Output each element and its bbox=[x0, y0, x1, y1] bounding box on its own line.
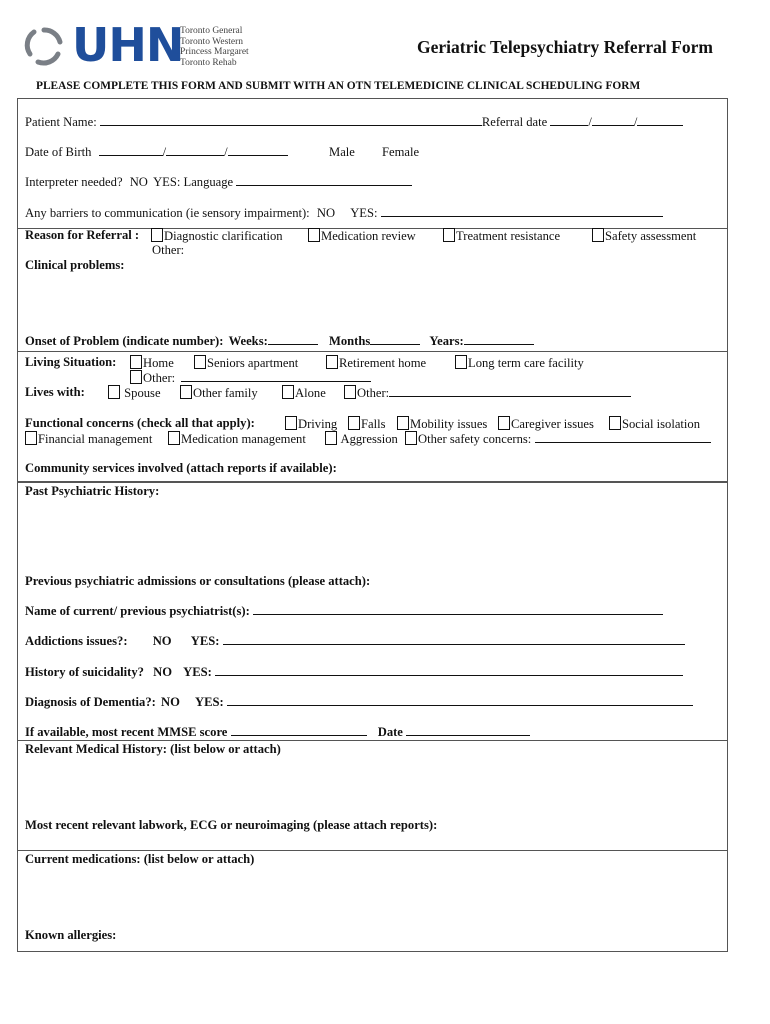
date-slash: / bbox=[588, 115, 592, 129]
option-label: Treatment resistance bbox=[456, 229, 561, 243]
reason-for-referral-label: Reason for Referral : bbox=[25, 228, 140, 242]
option-label: Driving bbox=[298, 417, 338, 431]
living-option-seniors-apartment[interactable] bbox=[194, 355, 298, 371]
dementia-yes-option[interactable]: YES: bbox=[195, 695, 224, 709]
option-label: Retirement home bbox=[339, 356, 427, 370]
living-other-field[interactable] bbox=[181, 371, 371, 382]
date-slash: / bbox=[162, 145, 167, 159]
checkbox[interactable] bbox=[194, 355, 206, 369]
checkbox[interactable] bbox=[348, 416, 360, 430]
checkbox[interactable] bbox=[308, 228, 320, 242]
option-label: Medication review bbox=[321, 229, 416, 243]
checkbox[interactable] bbox=[282, 385, 294, 399]
labwork-label: Most recent relevant labwork, ECG or neuroimaging (please attach reports): bbox=[25, 818, 438, 832]
lives-with-other-family[interactable] bbox=[180, 385, 258, 401]
psychiatrist-row bbox=[25, 604, 663, 619]
hospital-name: Princess Margaret bbox=[180, 47, 249, 57]
functional-aggression[interactable] bbox=[325, 431, 398, 447]
hospital-name: Toronto Western bbox=[180, 36, 244, 47]
barriers-row bbox=[25, 206, 663, 221]
addictions-yes-option[interactable]: YES: bbox=[190, 634, 220, 648]
referral-date-day-field[interactable] bbox=[550, 115, 588, 126]
dob-year-field[interactable] bbox=[228, 145, 288, 156]
sex-female-option[interactable]: Female bbox=[382, 145, 420, 159]
barriers-no-option[interactable]: NO bbox=[316, 206, 336, 220]
barriers-field[interactable] bbox=[381, 206, 663, 217]
option-label: Spouse bbox=[124, 386, 161, 400]
mmse-date-field[interactable] bbox=[406, 725, 530, 736]
referral-other-label[interactable]: Other: bbox=[152, 243, 185, 257]
uhn-logo-text: UHN bbox=[72, 18, 184, 72]
mmse-field[interactable] bbox=[231, 725, 367, 736]
mmse-date-label: Date bbox=[377, 725, 403, 739]
past-psychiatric-history-label: Past Psychiatric History: bbox=[25, 484, 160, 498]
lives-with-other-field[interactable] bbox=[389, 386, 631, 397]
suicidality-label: History of suicidality? bbox=[25, 665, 144, 679]
dementia-field[interactable] bbox=[227, 695, 693, 706]
functional-medication-management[interactable] bbox=[168, 431, 306, 447]
option-label: Caregiver issues bbox=[511, 417, 594, 431]
hospital-name: Toronto Rehab bbox=[180, 57, 237, 68]
barriers-label: Any barriers to communication (ie sensory impairment): bbox=[25, 206, 310, 220]
addictions-no-option[interactable]: NO bbox=[152, 634, 172, 648]
patient-name-label: Patient Name: bbox=[25, 115, 97, 129]
medical-history-label: Relevant Medical History: (list below or attach) bbox=[25, 742, 281, 756]
months-field[interactable] bbox=[370, 334, 420, 345]
referral-option-safety-assessment[interactable] bbox=[592, 228, 696, 244]
functional-other-safety[interactable] bbox=[405, 431, 711, 447]
divider bbox=[17, 351, 727, 352]
checkbox[interactable] bbox=[592, 228, 604, 242]
mmse-label: If available, most recent MMSE score bbox=[25, 725, 228, 739]
interpreter-label: Interpreter needed? bbox=[25, 175, 123, 189]
living-option-other[interactable] bbox=[130, 370, 371, 386]
clinical-problems-label: Clinical problems: bbox=[25, 258, 125, 272]
psychiatrist-field[interactable] bbox=[253, 604, 663, 615]
option-label: Other family bbox=[193, 386, 258, 400]
option-label: Alone bbox=[295, 386, 326, 400]
checkbox[interactable] bbox=[405, 431, 417, 445]
checkbox[interactable] bbox=[130, 355, 142, 369]
option-label: Diagnostic clarification bbox=[164, 229, 283, 243]
option-label: Medication management bbox=[181, 432, 306, 446]
onset-row bbox=[25, 334, 534, 349]
referral-option-diagnostic[interactable] bbox=[151, 228, 283, 244]
checkbox[interactable] bbox=[344, 385, 356, 399]
option-label: Social isolation bbox=[622, 417, 701, 431]
addictions-field[interactable] bbox=[223, 634, 685, 645]
lives-with-other[interactable] bbox=[344, 385, 631, 401]
lives-with-alone[interactable] bbox=[282, 385, 326, 401]
functional-falls[interactable] bbox=[348, 416, 386, 432]
dementia-row bbox=[25, 695, 693, 710]
suicidality-no-option[interactable]: NO bbox=[153, 665, 172, 679]
dob-label: Date of Birth bbox=[25, 145, 92, 159]
functional-caregiver[interactable] bbox=[498, 416, 594, 432]
option-label: Mobility issues bbox=[410, 417, 488, 431]
option-label: Seniors apartment bbox=[207, 356, 299, 370]
sex-male-option[interactable]: Male bbox=[329, 145, 355, 159]
checkbox[interactable] bbox=[455, 355, 467, 369]
date-slash: / bbox=[224, 145, 228, 159]
divider bbox=[17, 740, 727, 741]
option-label: Other safety concerns: bbox=[418, 432, 532, 446]
checkbox[interactable] bbox=[25, 431, 37, 445]
functional-mobility[interactable] bbox=[397, 416, 487, 432]
dob-day-field[interactable] bbox=[99, 145, 163, 156]
option-label: Financial management bbox=[38, 432, 153, 446]
checkbox[interactable] bbox=[325, 431, 337, 445]
psychiatrist-label: Name of current/ previous psychiatrist(s): bbox=[25, 604, 250, 618]
dob-month-field[interactable] bbox=[166, 145, 224, 156]
functional-concerns-label: Functional concerns (check all that apply): bbox=[25, 416, 255, 430]
hospital-list bbox=[180, 26, 249, 68]
referral-date-year-field[interactable] bbox=[637, 115, 683, 126]
weeks-label: Weeks: bbox=[228, 334, 268, 348]
addictions-row bbox=[25, 634, 685, 649]
onset-label: Onset of Problem (indicate number): bbox=[25, 334, 224, 348]
divider bbox=[17, 850, 727, 851]
checkbox[interactable] bbox=[609, 416, 621, 430]
months-label: Months bbox=[328, 334, 371, 348]
known-allergies-label: Known allergies: bbox=[25, 928, 117, 942]
living-situation-label: Living Situation: bbox=[25, 355, 117, 369]
living-option-home[interactable] bbox=[130, 355, 174, 371]
interpreter-yes-language[interactable]: YES: Language bbox=[153, 175, 234, 189]
functional-driving[interactable] bbox=[285, 416, 337, 432]
suicidality-yes-option[interactable]: YES: bbox=[183, 665, 212, 679]
form-title: Geriatric Telepsychiatry Referral Form bbox=[417, 37, 713, 57]
language-field[interactable] bbox=[236, 175, 412, 186]
previous-admissions-label: Previous psychiatric admissions or consultations (please attach): bbox=[25, 574, 371, 588]
date-slash: / bbox=[633, 115, 638, 129]
form-frame-2 bbox=[17, 481, 728, 952]
uhn-logo-icon bbox=[20, 24, 68, 68]
form-instruction: PLEASE COMPLETE THIS FORM AND SUBMIT WITH AN OTN TELEMEDICINE CLINICAL SCHEDULING FORM bbox=[36, 80, 641, 92]
checkbox[interactable] bbox=[397, 416, 409, 430]
referral-date-label: Referral date bbox=[481, 115, 548, 129]
suicidality-row bbox=[25, 665, 683, 680]
option-label: Long term care facility bbox=[468, 356, 584, 370]
patient-name-row bbox=[25, 115, 683, 130]
lives-with-label: Lives with: bbox=[25, 385, 85, 399]
checkbox[interactable] bbox=[180, 385, 192, 399]
referral-date-month-field[interactable] bbox=[592, 115, 634, 126]
option-label: Other: bbox=[357, 386, 390, 400]
current-medications-label: Current medications: (list below or attach) bbox=[25, 852, 255, 866]
years-field[interactable] bbox=[464, 334, 534, 345]
uhn-logo bbox=[20, 18, 260, 72]
checkbox[interactable] bbox=[285, 416, 297, 430]
option-label: Aggression bbox=[340, 432, 398, 446]
checkbox[interactable] bbox=[108, 385, 120, 399]
patient-name-field[interactable] bbox=[100, 115, 482, 126]
dementia-no-option[interactable]: NO bbox=[160, 695, 180, 709]
suicidality-field[interactable] bbox=[215, 665, 683, 676]
checkbox[interactable] bbox=[168, 431, 180, 445]
referral-option-treatment-resistance[interactable] bbox=[443, 228, 560, 244]
interpreter-no-option[interactable]: NO bbox=[129, 175, 148, 189]
functional-financial[interactable] bbox=[25, 431, 152, 447]
checkbox[interactable] bbox=[498, 416, 510, 430]
living-option-ltc[interactable] bbox=[455, 355, 584, 371]
weeks-field[interactable] bbox=[268, 334, 318, 345]
functional-social-isolation[interactable] bbox=[609, 416, 700, 432]
dob-row bbox=[25, 145, 288, 160]
checkbox[interactable] bbox=[443, 228, 455, 242]
referral-option-medication-review[interactable] bbox=[308, 228, 416, 244]
barriers-yes-option[interactable]: YES: bbox=[350, 206, 378, 220]
interpreter-row bbox=[25, 175, 412, 190]
lives-with-spouse[interactable] bbox=[108, 385, 161, 401]
checkbox[interactable] bbox=[151, 228, 163, 242]
option-label: Safety assessment bbox=[605, 229, 697, 243]
option-label: Home bbox=[143, 356, 174, 370]
option-label: Falls bbox=[361, 417, 386, 431]
checkbox[interactable] bbox=[130, 370, 142, 384]
years-label: Years: bbox=[429, 334, 464, 348]
hospital-name: Toronto General bbox=[180, 26, 243, 36]
option-label: Other: bbox=[143, 371, 176, 385]
living-option-retirement-home[interactable] bbox=[326, 355, 426, 371]
other-safety-field[interactable] bbox=[535, 432, 711, 443]
dementia-label: Diagnosis of Dementia?: bbox=[25, 695, 156, 709]
addictions-label: Addictions issues?: bbox=[25, 634, 128, 648]
community-services-label: Community services involved (attach reports if available): bbox=[25, 461, 337, 475]
checkbox[interactable] bbox=[326, 355, 338, 369]
mmse-row bbox=[25, 725, 530, 740]
